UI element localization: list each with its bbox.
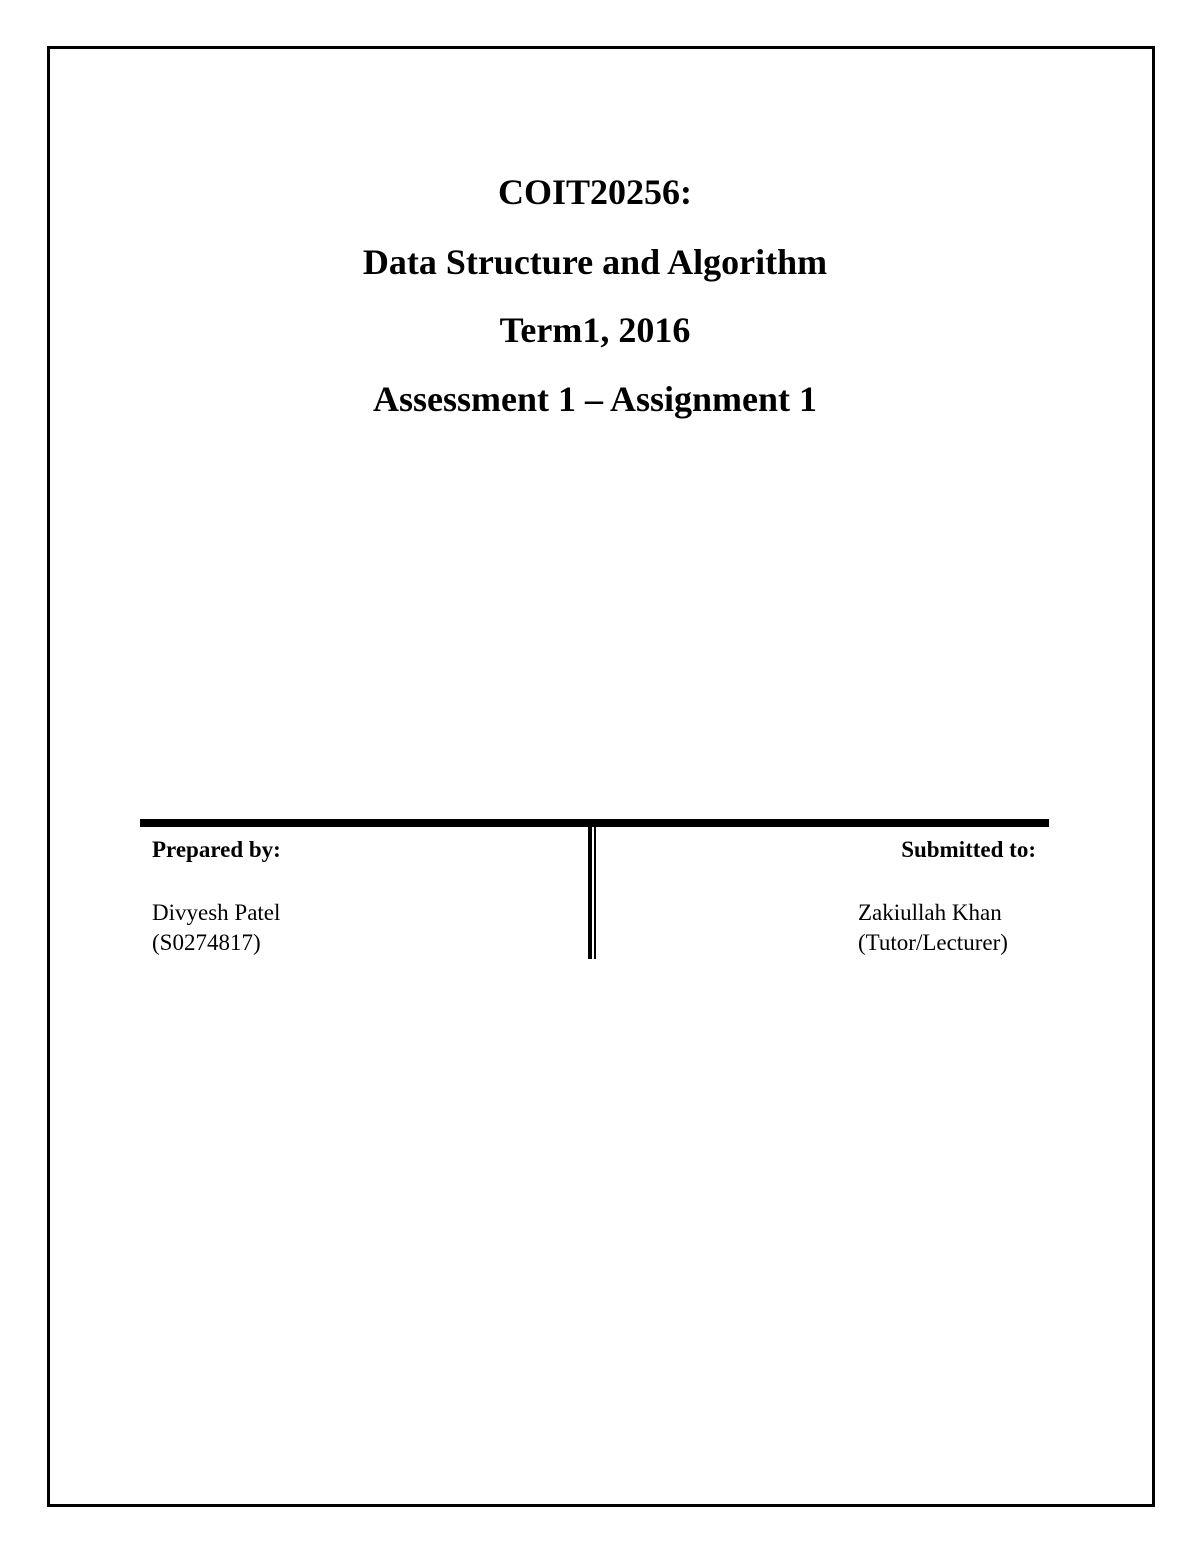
submitted-to-name: Zakiullah Khan	[858, 900, 1002, 925]
prepared-by-label: Prepared by:	[152, 837, 281, 862]
course-code: COIT20256:	[497, 172, 692, 212]
vertical-divider-thin	[594, 826, 596, 959]
submitted-to-label: Submitted to:	[901, 837, 1036, 862]
submitted-to-role: (Tutor/Lecturer)	[858, 930, 1008, 955]
student-id: (S0274817)	[152, 930, 261, 955]
course-name: Data Structure and Algorithm	[362, 242, 828, 282]
prepared-by-name: Divyesh Patel	[152, 900, 281, 925]
term-label: Term1, 2016	[499, 310, 691, 350]
assessment-title: Assessment 1 – Assignment 1	[372, 379, 818, 419]
vertical-divider	[588, 826, 592, 959]
